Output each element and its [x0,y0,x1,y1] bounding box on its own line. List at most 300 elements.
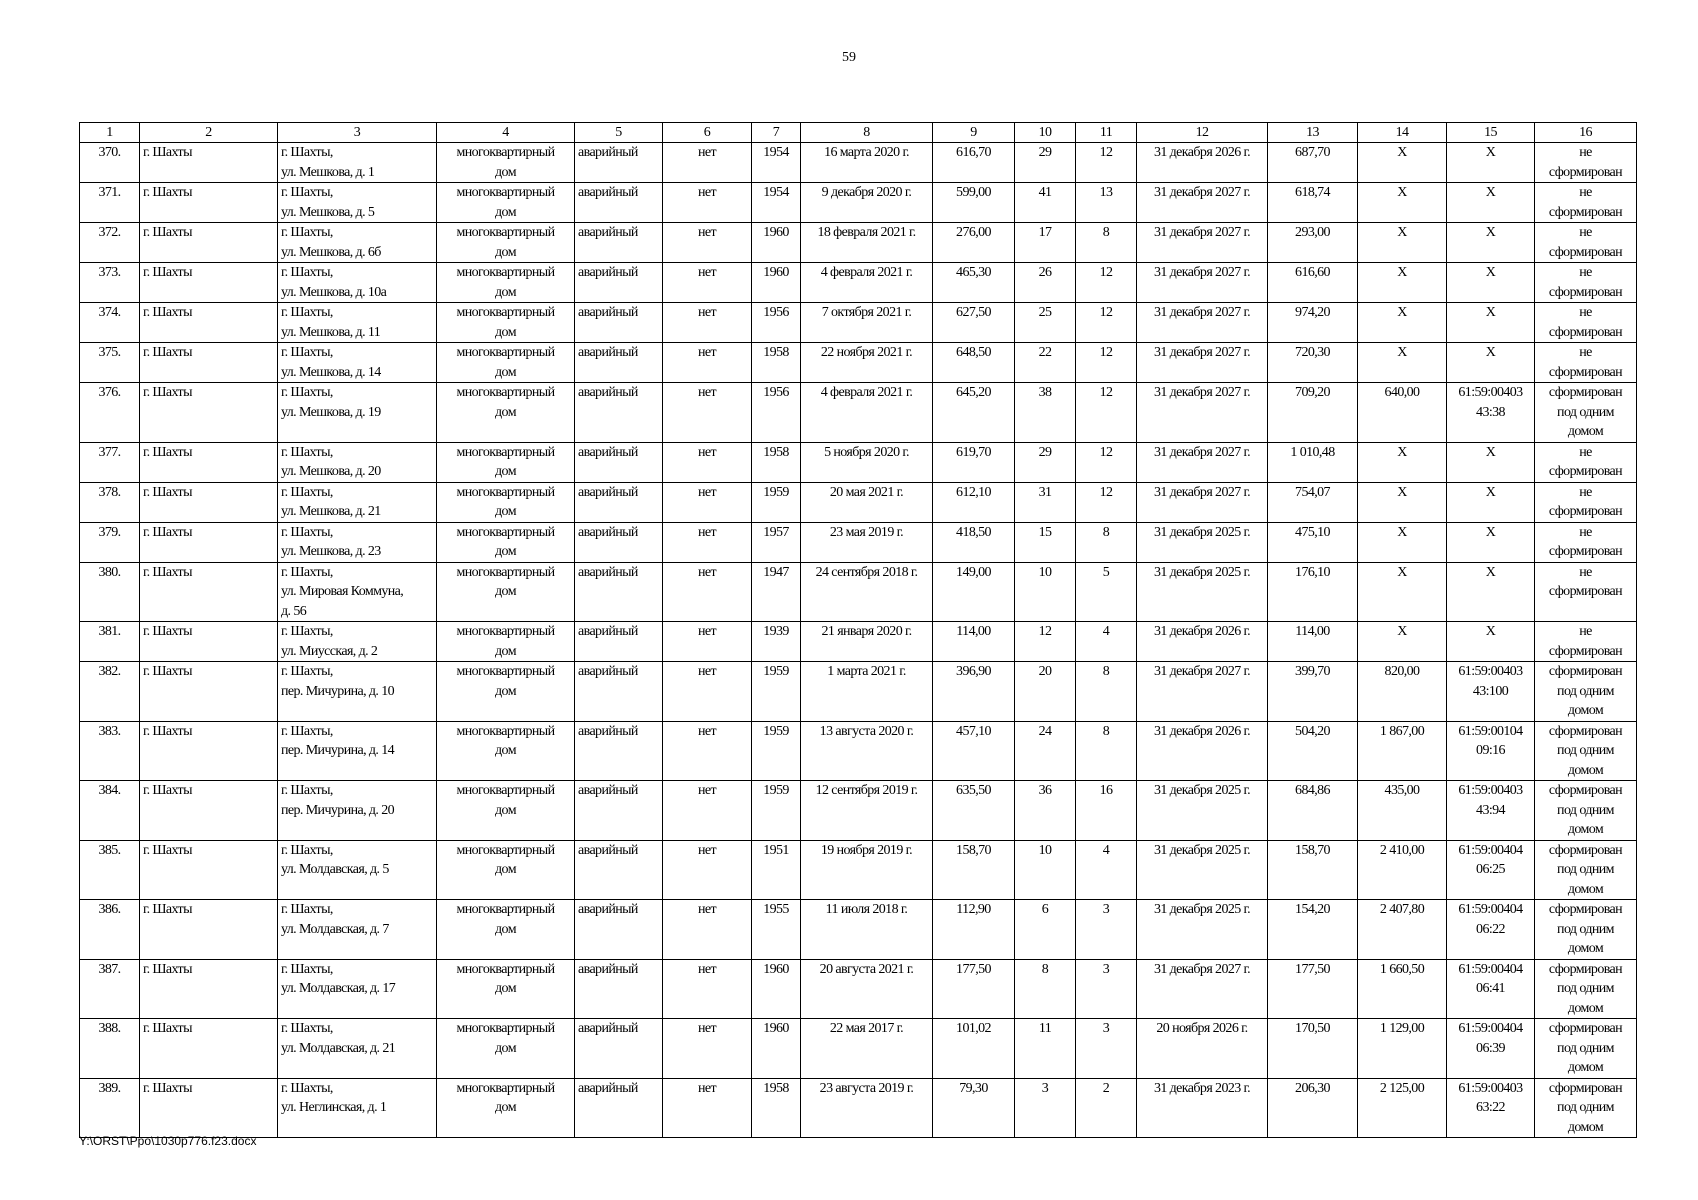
municipality-cell [140,223,278,263]
land-plot-status: не [1579,265,1592,280]
residents-count-cell [1015,143,1076,183]
construction-year-cell [752,183,801,223]
residents-count: 24 [1038,723,1052,739]
premises-count-cell [1076,840,1137,900]
total-area: 687,70 [1295,145,1330,160]
building-type: дом [495,504,516,519]
building-type-cell [437,1019,575,1079]
premises-count-cell [1076,303,1137,343]
total-area: 709,20 [1295,385,1330,400]
municipality: г. Шахты [143,783,192,798]
building-type: дом [495,1040,516,1056]
construction-year: 1956 [763,385,789,400]
cadastral-number: 61:59:00404 [1458,1021,1523,1036]
construction-year: 1960 [763,225,789,240]
premises-count: 4 [1102,624,1110,639]
construction-year: 1947 [763,564,789,580]
recognition-date: 21 января 2020 г. [821,624,912,639]
premises-count-cell [1076,959,1137,1019]
premises-count-cell [1076,1078,1137,1138]
municipality: г. Шахты [143,624,192,639]
premises-count-cell [1076,1019,1137,1079]
cadastral-number: 63:22 [1476,1100,1505,1115]
residents-count: 10 [1038,842,1052,858]
total-area: 504,20 [1295,723,1330,739]
land-area-cell [1358,383,1447,443]
condition-status-cell [575,662,663,722]
land-plot-status: домом [1567,424,1604,439]
condition-status: аварийный [578,842,638,858]
building-type: дом [495,643,516,659]
cadastral-number: 61:59:00403 [1458,1080,1523,1096]
column-header-7: 7 [752,123,801,143]
building-type: многоквартирный [456,624,555,639]
building-type-cell [437,143,575,183]
recognition-date: 11 июля 2018 г. [825,902,908,917]
flag-value-cell [663,840,752,900]
flag-value-cell [663,662,752,722]
recognition-date-cell [801,622,933,662]
living-area-cell [933,183,1015,223]
address: ул. Мешкова, д. 1 [281,164,375,180]
cadastral-number-cell [1447,482,1535,522]
municipality-cell [140,343,278,383]
resettlement-deadline: 31 декабря 2027 г. [1153,185,1251,200]
table-row [80,303,1637,343]
resettlement-deadline-cell [1137,183,1268,223]
resettlement-deadline: 31 декабря 2025 г. [1153,842,1251,858]
construction-year-cell [752,223,801,263]
column-header-5: 5 [575,123,663,143]
address-cell [278,522,437,562]
recognition-date-cell [801,1019,933,1079]
land-plot-status: не [1579,185,1592,200]
column-header-16: 16 [1535,123,1637,143]
table-row [80,959,1637,1019]
municipality: г. Шахты [143,723,192,739]
living-area-cell [933,522,1015,562]
residents-count-cell [1015,442,1076,482]
premises-count-cell [1076,662,1137,722]
column-header-12: 12 [1137,123,1268,143]
recognition-date-cell [801,183,933,223]
table-row [80,1078,1637,1138]
municipality-cell [140,900,278,960]
building-type: дом [495,464,516,479]
recognition-date-cell [801,900,933,960]
land-plot-status: сформирован [1548,842,1623,858]
building-type-cell [437,442,575,482]
cadastral-number-cell [1447,840,1535,900]
flag-value: нет [697,1021,717,1036]
living-area-cell [933,900,1015,960]
cadastral-number-cell [1447,522,1535,562]
total-area: 177,50 [1295,961,1330,977]
condition-status: аварийный [578,185,638,200]
living-area-cell [933,442,1015,482]
residents-count: 29 [1038,145,1052,160]
address: ул. Мешкова, д. 23 [281,544,381,559]
residents-count-cell [1015,900,1076,960]
flag-value-cell [663,622,752,662]
resettlement-deadline: 31 декабря 2027 г. [1153,484,1251,500]
municipality: г. Шахты [143,1080,192,1096]
premises-count-cell [1076,781,1137,841]
residents-count-cell [1015,522,1076,562]
flag-value-cell [663,263,752,303]
recognition-date: 24 сентября 2018 г. [815,564,918,580]
recognition-date: 19 ноября 2019 г. [820,842,913,858]
residents-count: 6 [1041,902,1049,917]
living-area: 158,70 [956,842,991,858]
flag-value-cell [663,959,752,1019]
premises-count-cell [1076,562,1137,622]
building-type: дом [495,981,516,996]
column-header-10: 10 [1015,123,1076,143]
cadastral-number-cell [1447,223,1535,263]
row-number: 378. [98,484,121,500]
resettlement-deadline: 31 декабря 2025 г. [1153,902,1251,917]
column-header-15: 15 [1447,123,1535,143]
building-type-cell [437,622,575,662]
municipality: г. Шахты [143,185,192,200]
land-plot-status: сформирован [1548,164,1623,180]
total-area: 293,00 [1295,225,1330,240]
condition-status-cell [575,840,663,900]
column-header-4: 4 [437,123,575,143]
flag-value: нет [697,1080,717,1096]
building-type: дом [495,284,516,300]
total-area: 616,60 [1295,265,1330,280]
flag-value-cell [663,482,752,522]
land-area: 2 407,80 [1379,902,1425,917]
living-area-cell [933,343,1015,383]
building-type: многоквартирный [456,783,555,798]
resettlement-deadline: 31 декабря 2025 г. [1153,564,1251,580]
column-header-1: 1 [80,123,140,143]
construction-year-cell [752,303,801,343]
cadastral-number: X [1485,145,1496,160]
address: г. Шахты, [281,1080,333,1096]
municipality: г. Шахты [143,664,192,679]
address: пер. Мичурина, д. 14 [281,743,395,758]
land-plot-status-cell [1535,143,1637,183]
recognition-date-cell [801,303,933,343]
municipality: г. Шахты [143,842,192,858]
table-row [80,183,1637,223]
municipality-cell [140,662,278,722]
recognition-date: 13 августа 2020 г. [819,723,914,739]
land-plot-status: домом [1567,762,1604,778]
land-plot-status-cell [1535,442,1637,482]
recognition-date: 20 мая 2021 г. [829,484,904,500]
construction-year: 1960 [763,961,789,977]
row-number: 386. [98,902,121,917]
living-area-cell [933,959,1015,1019]
address-cell [278,442,437,482]
living-area: 114,00 [956,624,991,639]
condition-status-cell [575,383,663,443]
construction-year: 1960 [763,1021,789,1036]
row-number: 389. [98,1080,121,1096]
land-plot-status: сформирован [1548,664,1623,679]
land-plot-status: домом [1567,881,1604,897]
residents-count: 3 [1041,1080,1049,1096]
construction-year-cell [752,442,801,482]
address: ул. Молдавская, д. 5 [281,862,389,877]
address: ул. Молдавская, д. 7 [281,921,389,937]
row-number-cell [80,482,140,522]
flag-value-cell [663,223,752,263]
living-area-cell [933,622,1015,662]
resettlement-deadline-cell [1137,263,1268,303]
recognition-date-cell [801,383,933,443]
total-area: 206,30 [1295,1080,1330,1096]
building-type: дом [495,862,516,877]
row-number-cell [80,662,140,722]
flag-value: нет [697,225,717,240]
resettlement-deadline: 31 декабря 2027 г. [1153,961,1251,977]
building-type: многоквартирный [456,385,555,400]
land-plot-status: под одним [1557,802,1614,818]
address-cell [278,721,437,781]
building-type-cell [437,223,575,263]
building-type: многоквартирный [456,664,555,679]
building-type: дом [495,204,516,220]
land-plot-status: сформирован [1548,204,1623,220]
resettlement-deadline-cell [1137,721,1268,781]
building-type: дом [495,584,516,599]
cadastral-number: 09:16 [1476,743,1505,758]
land-plot-status: не [1579,345,1592,360]
recognition-date: 22 мая 2017 г. [829,1021,904,1036]
total-area-cell [1268,959,1358,1019]
recognition-date: 5 ноября 2020 г. [824,444,909,460]
footer-file-path: Y:\ORST\Ppo\1030p776.f23.docx [79,1134,257,1148]
table-row [80,343,1637,383]
address: г. Шахты, [281,564,333,580]
total-area-cell [1268,1078,1358,1138]
resettlement-deadline: 31 декабря 2025 г. [1153,783,1251,798]
premises-count-cell [1076,223,1137,263]
address: г. Шахты, [281,902,333,917]
premises-count-cell [1076,343,1137,383]
total-area-cell [1268,622,1358,662]
living-area-cell [933,143,1015,183]
total-area-cell [1268,522,1358,562]
building-type: многоквартирный [456,1021,555,1036]
residents-count-cell [1015,383,1076,443]
resettlement-deadline: 31 декабря 2026 г. [1153,624,1251,639]
land-plot-status-cell [1535,183,1637,223]
building-type: многоквартирный [456,961,555,977]
land-plot-status: не [1579,145,1592,160]
building-type: дом [495,743,516,758]
address: ул. Мешкова, д. 11 [281,324,381,340]
land-plot-status: сформирован [1548,464,1623,479]
construction-year: 1960 [763,265,789,280]
address-cell [278,482,437,522]
land-area-cell [1358,900,1447,960]
cadastral-number-cell [1447,562,1535,622]
land-area: X [1397,345,1407,360]
construction-year-cell [752,343,801,383]
building-type: многоквартирный [456,185,555,200]
living-area: 599,00 [956,185,991,200]
municipality: г. Шахты [143,225,192,240]
condition-status: аварийный [578,564,638,580]
building-type-cell [437,781,575,841]
residents-count-cell [1015,482,1076,522]
land-plot-status-cell [1535,662,1637,722]
premises-count-cell [1076,383,1137,443]
row-number: 377. [98,444,121,460]
construction-year: 1957 [763,524,789,540]
land-plot-status: сформирован [1548,723,1623,739]
address: г. Шахты, [281,723,333,739]
land-plot-status: под одним [1557,743,1614,758]
premises-count: 16 [1099,783,1113,798]
residents-count: 25 [1038,305,1052,320]
land-plot-status: не [1579,564,1592,580]
land-plot-status: сформирован [1548,544,1623,559]
premises-count: 12 [1099,265,1113,280]
recognition-date: 4 февраля 2021 г. [820,265,913,280]
municipality-cell [140,183,278,223]
municipality-cell [140,840,278,900]
residents-count-cell [1015,959,1076,1019]
row-number-cell [80,522,140,562]
cadastral-number-cell [1447,143,1535,183]
cadastral-number-cell [1447,781,1535,841]
cadastral-number-cell [1447,662,1535,722]
row-number: 382. [98,664,121,679]
resettlement-deadline-cell [1137,143,1268,183]
recognition-date-cell [801,442,933,482]
living-area: 612,10 [956,484,991,500]
land-area-cell [1358,223,1447,263]
land-area: X [1397,484,1407,500]
flag-value-cell [663,143,752,183]
row-number: 387. [98,961,121,977]
table-row [80,442,1637,482]
living-area-cell [933,840,1015,900]
table-row [80,900,1637,960]
living-area-cell [933,721,1015,781]
land-area-cell [1358,1019,1447,1079]
land-plot-status: под одним [1557,862,1614,877]
municipality: г. Шахты [143,484,192,500]
residents-count: 10 [1038,564,1052,580]
address-cell [278,1019,437,1079]
cadastral-number: 06:25 [1476,862,1505,877]
living-area-cell [933,662,1015,722]
resettlement-deadline-cell [1137,223,1268,263]
recognition-date: 23 августа 2019 г. [819,1080,914,1096]
cadastral-number: 43:100 [1472,683,1509,699]
recognition-date-cell [801,662,933,722]
column-header-3: 3 [278,123,437,143]
address: ул. Неглинская, д. 1 [281,1100,387,1115]
building-type: многоквартирный [456,265,555,280]
condition-status-cell [575,900,663,960]
cadastral-number-cell [1447,303,1535,343]
resettlement-deadline-cell [1137,442,1268,482]
land-plot-status: не [1579,524,1592,540]
address: г. Шахты, [281,345,333,360]
table-row [80,622,1637,662]
building-type: многоквартирный [456,902,555,917]
recognition-date: 23 мая 2019 г. [829,524,904,540]
row-number-cell [80,959,140,1019]
land-area-cell [1358,721,1447,781]
land-area: X [1397,185,1407,200]
total-area-cell [1268,143,1358,183]
total-area-cell [1268,263,1358,303]
recognition-date-cell [801,562,933,622]
living-area-cell [933,562,1015,622]
total-area: 618,74 [1295,185,1330,200]
land-plot-status: под одним [1557,1100,1614,1115]
municipality-cell [140,1019,278,1079]
land-plot-status: сформирован [1548,364,1623,380]
premises-count: 4 [1102,842,1110,858]
table-row [80,1019,1637,1079]
building-type: многоквартирный [456,225,555,240]
municipality: г. Шахты [143,961,192,977]
resettlement-deadline-cell [1137,482,1268,522]
resettlement-deadline: 31 декабря 2027 г. [1153,305,1251,320]
address-cell [278,662,437,722]
flag-value: нет [697,842,717,858]
recognition-date: 9 декабря 2020 г. [821,185,912,200]
recognition-date: 22 ноября 2021 г. [820,345,913,360]
total-area-cell [1268,781,1358,841]
living-area: 101,02 [956,1021,991,1036]
building-type-cell [437,263,575,303]
address: д. 56 [281,603,307,619]
condition-status: аварийный [578,1080,638,1096]
row-number: 388. [98,1021,121,1036]
living-area-cell [933,1078,1015,1138]
condition-status-cell [575,343,663,383]
land-plot-status: под одним [1557,921,1614,937]
land-plot-status: домом [1567,941,1604,956]
residents-count-cell [1015,840,1076,900]
address: г. Шахты, [281,624,333,639]
address-cell [278,263,437,303]
column-header-11: 11 [1076,123,1137,143]
municipality: г. Шахты [143,1021,192,1036]
flag-value: нет [697,624,717,639]
municipality-cell [140,442,278,482]
resettlement-deadline-cell [1137,1078,1268,1138]
land-plot-status: домом [1567,1119,1604,1135]
land-area: 1 867,00 [1379,723,1425,739]
living-area: 396,90 [956,664,991,679]
residents-count-cell [1015,562,1076,622]
living-area: 418,50 [956,524,991,540]
land-plot-status: под одним [1557,404,1614,420]
total-area-cell [1268,1019,1358,1079]
resettlement-deadline: 31 декабря 2027 г. [1153,444,1251,460]
construction-year-cell [752,522,801,562]
condition-status: аварийный [578,524,638,540]
address-cell [278,1078,437,1138]
land-area: X [1397,564,1407,580]
building-type: дом [495,404,516,420]
column-number-header-row [80,123,1637,143]
